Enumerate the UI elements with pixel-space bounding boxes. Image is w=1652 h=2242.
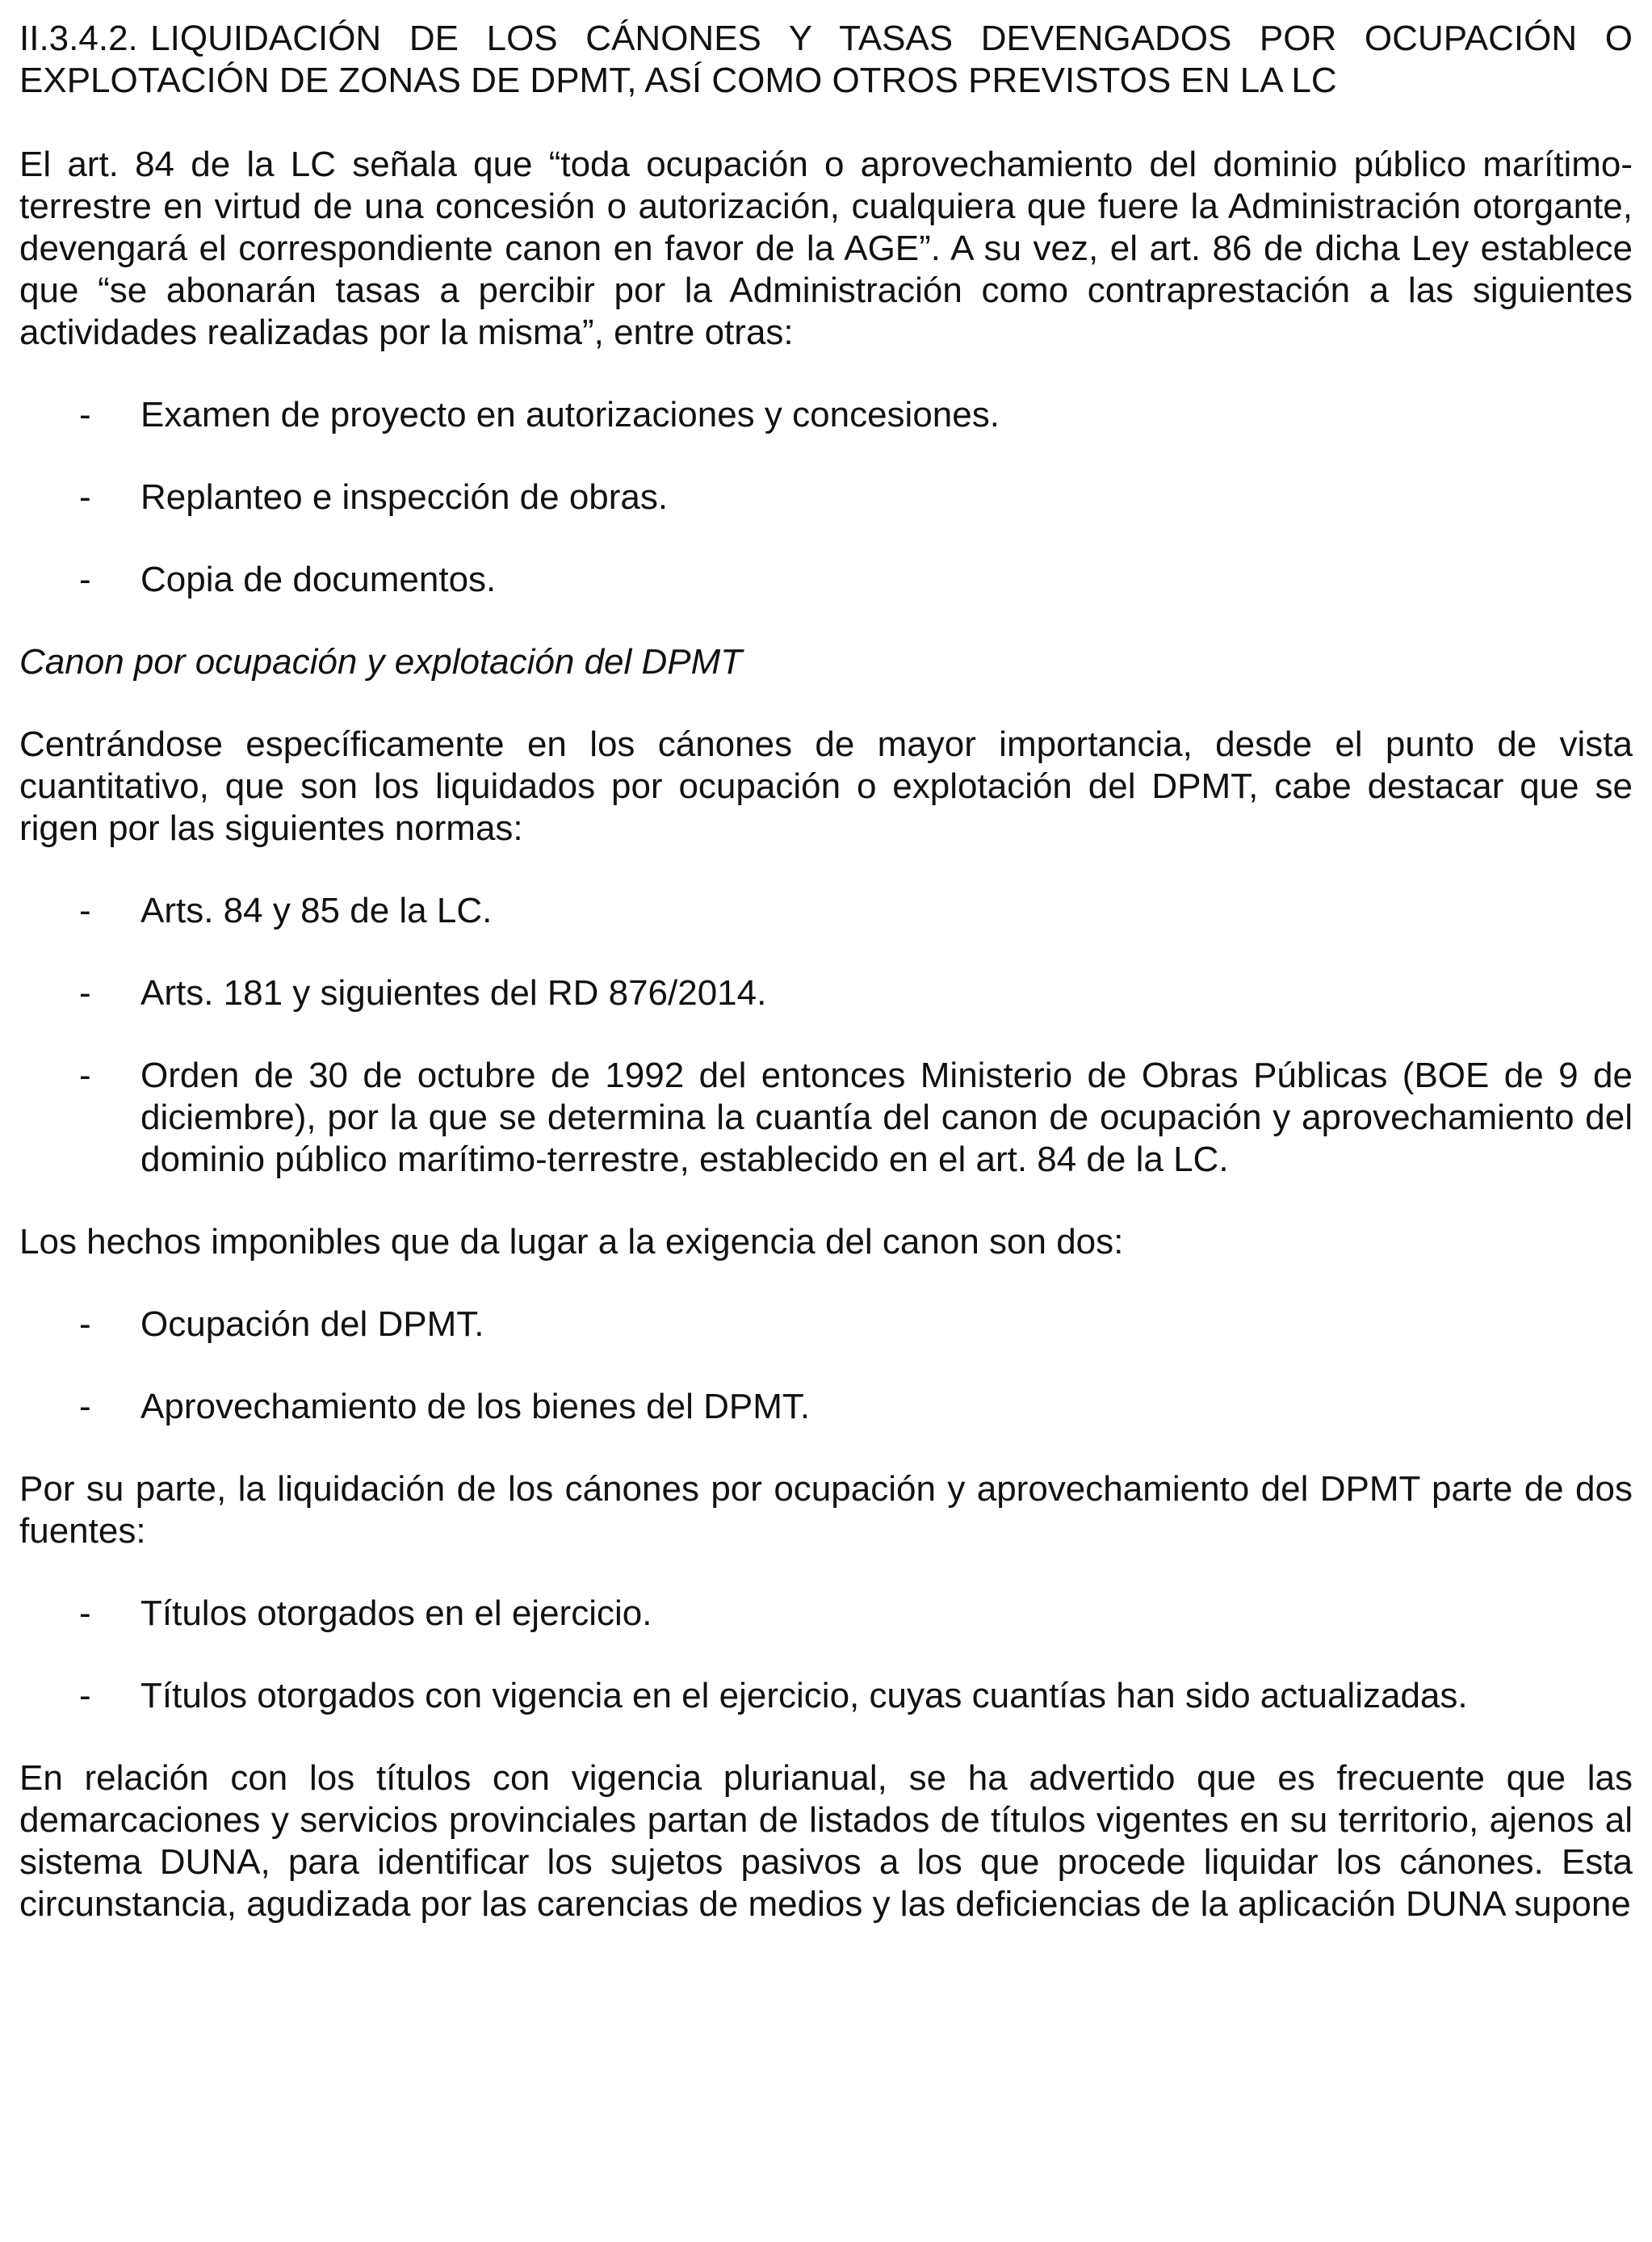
dash-bullet: - <box>79 395 91 435</box>
list-item <box>19 559 1633 601</box>
list-item <box>19 394 1633 436</box>
sources-list <box>19 1593 1633 1717</box>
list-item <box>19 1055 1633 1181</box>
section-heading <box>19 18 1633 102</box>
document-page <box>19 18 1633 1925</box>
intro-paragraph: El art. 84 de la LC señala que “toda ocupación o aprovechamiento del dominio público marítimo-terrestre en virtud de una concesión o autorización, cualquiera que fuere la Administración otorgante, devengará el correspondiente canon en favor de la AGE”. A su vez, el art. 86 de dicha Ley establece que “se abonarán tasas a percibir por la Administración como contraprestación a las siguientes actividades realizadas por la misma”, entre otras: <box>19 145 1633 352</box>
taxable-events-list <box>19 1304 1633 1428</box>
dash-bullet: - <box>79 560 91 599</box>
list-item-text: Títulos otorgados en el ejercicio. <box>140 1593 652 1633</box>
norms-list <box>19 890 1633 1181</box>
taxable-events-paragraph: Los hechos imponibles que da lugar a la exigencia del canon son dos: <box>19 1222 1124 1262</box>
dash-bullet: - <box>79 1593 91 1633</box>
list-item-text: Replanteo e inspección de obras. <box>140 477 669 517</box>
list-item <box>19 972 1633 1014</box>
plurianual-paragraph: En relación con los títulos con vigencia plurianual, se ha advertido que es frecuente que las demarcaciones y servicios provinciales partan de listados de títulos vigentes en su territorio, ajenos al sistema DUNA, para identificar los sujetos pasivos a los que procede liquidar los cánones. Esta circunstancia, agudizada por las carencias de medios y las deficiencias de la aplicación DUNA supone <box>19 1758 1633 1924</box>
dash-bullet: - <box>79 1676 91 1715</box>
section-title: LIQUIDACIÓN DE LOS CÁNONES Y TASAS DEVENGADOS POR OCUPACIÓN O EXPLOTACIÓN DE ZONAS DE DPMT, ASÍ COMO OTROS PREVISTOS EN LA LC <box>19 19 1633 100</box>
list-item <box>19 1675 1633 1717</box>
list-item-text: Títulos otorgados con vigencia en el ejercicio, cuyas cuantías han sido actualizadas. <box>140 1676 1468 1715</box>
list-item <box>19 1304 1633 1346</box>
section-number: II.3.4.2. <box>19 19 138 58</box>
dash-bullet: - <box>79 891 91 930</box>
activities-list <box>19 394 1633 601</box>
sources-paragraph: Por su parte, la liquidación de los cánones por ocupación y aprovechamiento del DPMT parte de dos fuentes: <box>19 1469 1633 1551</box>
list-item <box>19 1593 1633 1635</box>
list-item-text: Orden de 30 de octubre de 1992 del entonces Ministerio de Obras Públicas (BOE de 9 de diciembre), por la que se determina la cuantía del canon de ocupación y aprovechamiento del dominio público marítimo-terrestre, establecido en el art. 84 de la LC. <box>140 1056 1633 1179</box>
dash-bullet: - <box>79 1056 91 1095</box>
list-item-text: Aprovechamiento de los bienes del DPMT. <box>140 1387 811 1426</box>
list-item <box>19 890 1633 932</box>
list-item-text: Examen de proyecto en autorizaciones y concesiones. <box>140 395 1000 435</box>
dash-bullet: - <box>79 477 91 517</box>
dash-bullet: - <box>79 1304 91 1344</box>
dash-bullet: - <box>79 1387 91 1426</box>
dash-bullet: - <box>79 973 91 1013</box>
list-item-text: Copia de documentos. <box>140 560 497 599</box>
list-item <box>19 477 1633 519</box>
subsection-title: Canon por ocupación y explotación del DPMT <box>19 642 743 682</box>
list-item-text: Arts. 84 y 85 de la LC. <box>140 891 493 930</box>
list-item <box>19 1386 1633 1428</box>
norms-paragraph: Centrándose específicamente en los cánones de mayor importancia, desde el punto de vista cuantitativo, que son los liquidados por ocupación o explotación del DPMT, cabe destacar que se rigen por las siguientes normas: <box>19 724 1633 848</box>
list-item-text: Arts. 181 y siguientes del RD 876/2014. <box>140 973 767 1013</box>
list-item-text: Ocupación del DPMT. <box>140 1304 484 1344</box>
